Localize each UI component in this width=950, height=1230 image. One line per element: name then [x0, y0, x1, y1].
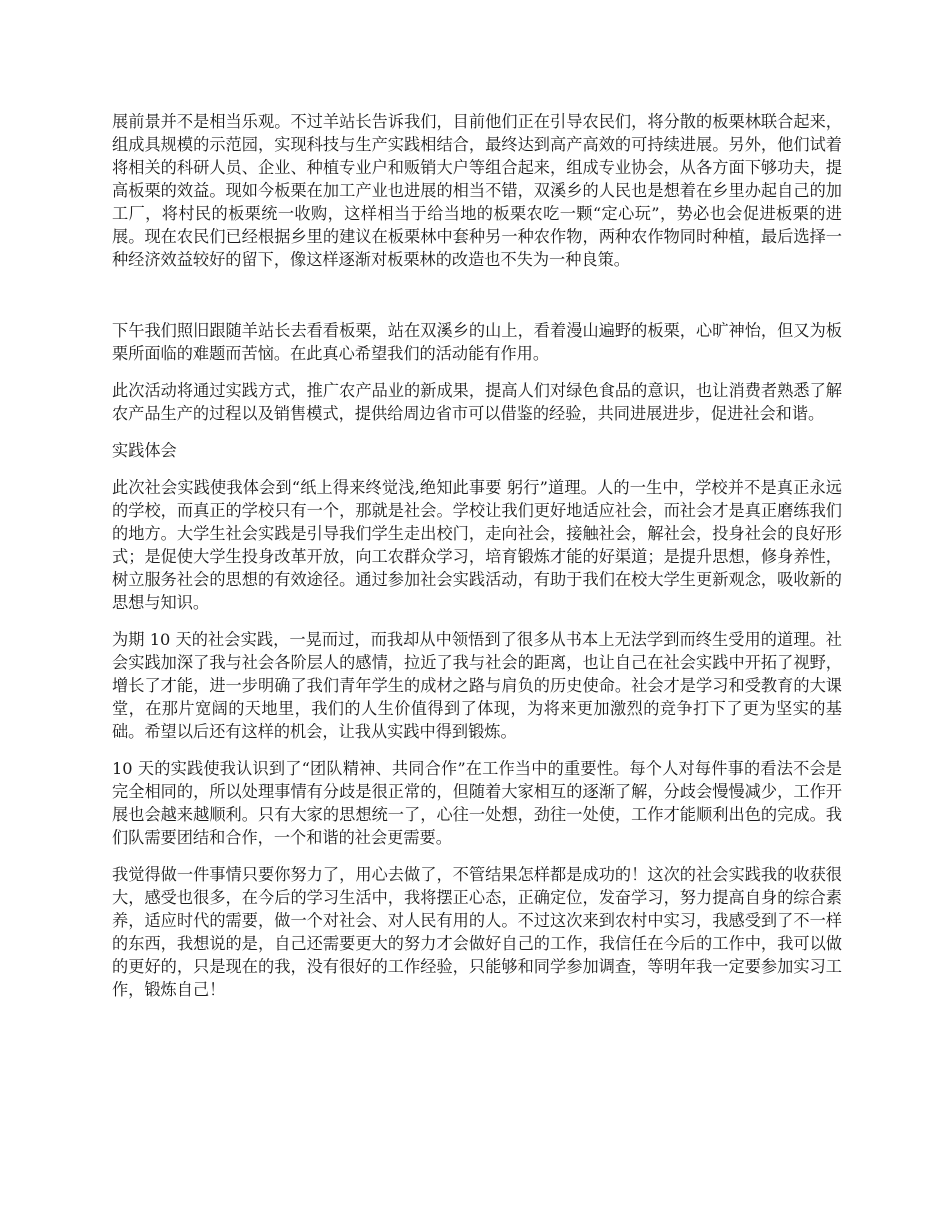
section-heading: 实践体会 [112, 441, 177, 460]
paragraph-chestnut-prospects: 展前景并不是相当乐观。不过羊站长告诉我们，目前他们正在引导农民们，将分散的板栗林联合起来，组成具规模的示范园，实现科技与生产实践相结合，最终达到高产高效的可持续进展。另外，他们试着将相关的科研人员、企业、种植专业户和贩销大户等组合起来，组成专业协会，从各方面下够功夫，提高板栗的效益。现如今板栗在加工产业也进展的相当不错，双溪乡的人民也是想着在乡里办起自己的加工厂，将村民的板栗统一收购，这样相当于给当地的板栗农吃一颗“定心玩”，势必也会促进板栗的进展。现在农民们已经根据乡里的建议在板栗林中套种另一种农作物，两种农作物同时种植，最后选择一种经济效益较好的留下，像这样逐渐对板栗林的改造也不失为一种良策。 [112, 112, 842, 269]
paragraph-activity-purpose: 此次活动将通过实践方式，推广农产品业的新成果，提高人们对绿色食品的意识，也让消费者熟悉了解农产品生产的过程以及销售模式，提供给周边省市可以借鉴的经验，共同进展进步，促进社会和谐。 [112, 381, 842, 423]
document-page [112, 110, 842, 1015]
paragraph-conclusion: 我觉得做一件事情只要你努力了，用心去做了，不管结果怎样都是成功的！这次的社会实践我的收获很大，感受也很多，在今后的学习生活中，我将摆正心态，正确定位，发奋学习，努力提高自身的综合素养，适应时代的需要，做一个对社会、对人民有用的人。不过这次来到农村中实习，我感受到了不一样的东西，我想说的是，自己还需要更大的努力才会做好自己的工作，我信任在今后的工作中，我可以做的更好的，只是现在的我，没有很好的工作经验，只能够和同学参加调查，等明年我一定要参加实习工作，锻炼自己！ [112, 865, 842, 999]
paragraph-practice-insight: 此次社会实践使我体会到“纸上得来终觉浅,绝知此事要 躬行”道理。人的一生中，学校并不是真正永远的学校，而真正的学校只有一个，那就是社会。学校让我们更好地适应社会，而社会才是真正磨练我们的地方。大学生社会实践是引导我们学生走出校门，走向社会，接触社会，解社会，投身社会的良好形式；是促使大学生投身改革开放，向工农群众学习，培育锻炼才能的好渠道；是提升思想，修身养性，树立服务社会的思想的有效途径。通过参加社会实践活动，有助于我们在校大学生更新观念，吸收新的思想与知识。 [112, 478, 842, 612]
paragraph-teamwork: 10 天的实践使我认识到了“团队精神、共同合作”在工作当中的重要性。每个人对每件事的看法不会是完全相同的，所以处理事情有分歧是很正常的，但随着大家相互的逐渐了解，分歧会慢慢减少，工作开展也会越来越顺利。只有大家的思想统一了，心往一处想，劲往一处使，工作才能顺利出色的完成。我们队需要团结和合作，一个和谐的社会更需要。 [112, 759, 842, 847]
paragraph-ten-days: 为期 10 天的社会实践，一晃而过，而我却从中领悟到了很多从书本上无法学到而终生受用的道理。社会实践加深了我与社会各阶层人的感情，拉近了我与社会的距离，也让自己在社会实践中开拓了视野，增长了才能，进一步明确了我们青年学生的成材之路与肩负的历史使命。社会才是学习和受教育的大课堂，在那片宽阔的天地里，我们的人生价值得到了体现，为将来更加激烈的竞争打下了更为坚实的基础。希望以后还有这样的机会，让我从实践中得到锻炼。 [112, 630, 842, 741]
paragraph-afternoon-visit: 下午我们照旧跟随羊站长去看看板栗，站在双溪乡的山上，看着漫山遍野的板栗，心旷神怡，但又为板栗所面临的难题而苦恼。在此真心希望我们的活动能有作用。 [112, 321, 842, 363]
